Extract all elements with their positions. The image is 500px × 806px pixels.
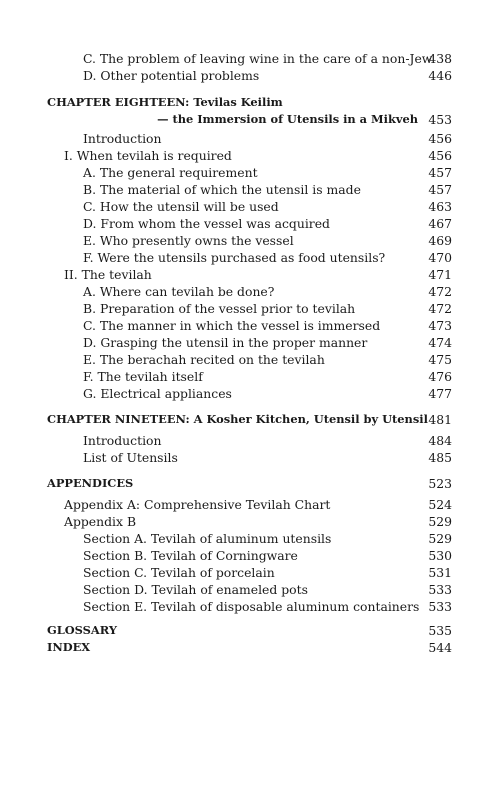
chapter-page: 453 [428,112,452,127]
toc-entry-title: A. Where can tevilah be done? [83,284,275,299]
toc-entry-title: Section D. Tevilah of enameled pots [83,582,308,597]
toc-entry-page: 477 [428,386,452,401]
section-page: 535 [428,623,452,638]
toc-entry [0,147,500,164]
toc-entry-title: D. Other potential problems [83,68,260,83]
section-heading-appendices [0,475,500,492]
toc-entry-page: 471 [428,267,452,282]
toc-entry-page: 472 [428,284,452,299]
toc-entry-page: 524 [428,497,452,512]
toc-entry-page: 473 [428,318,452,333]
chapter-page: 481 [428,412,452,427]
toc-entry [0,449,500,466]
toc-entry [0,496,500,513]
toc-entry-title: C. How the utensil will be used [83,199,279,214]
toc-entry-page: 467 [428,216,452,231]
toc-entry-page: 533 [428,599,452,614]
toc-entry-page: 470 [428,250,452,265]
toc-entry [0,283,500,300]
toc-entry-page: 474 [428,335,452,350]
toc-entry-title: C. The manner in which the vessel is immersed [83,318,381,333]
toc-entry [0,130,500,147]
toc-entry-title: G. Electrical appliances [83,386,232,401]
toc-entry-page: 457 [428,165,452,180]
toc-entry-page: 456 [428,131,452,146]
toc-entry-title: Appendix B [64,514,137,529]
toc-entry [0,547,500,564]
toc-entry-page: 485 [428,450,452,465]
section-title: GLOSSARY [47,623,117,637]
toc-entry-title: B. Preparation of the vessel prior to tevilah [83,301,356,316]
toc-entry [0,50,500,67]
toc-entry [0,385,500,402]
toc-entry-page: 530 [428,548,452,563]
toc-entry-page: 438 [428,51,452,66]
toc-entry [0,317,500,334]
toc-entry-title: F. The tevilah itself [83,369,203,384]
toc-entry-page: 475 [428,352,452,367]
toc-entry-page: 456 [428,148,452,163]
toc-entry [0,164,500,181]
toc-entry [0,198,500,215]
toc-entry-title: Introduction [83,433,162,448]
toc-entry-title: D. Grasping the utensil in the proper manner [83,335,368,350]
toc-entry-title: Introduction [83,131,162,146]
section-heading-glossary [0,622,500,639]
toc-entry [0,300,500,317]
toc-entry-title: Section B. Tevilah of Corningware [83,548,298,563]
toc-entry-title: Section C. Tevilah of porcelain [83,565,275,580]
toc-entry [0,351,500,368]
toc-entry-page: 472 [428,301,452,316]
toc-entry-page: 457 [428,182,452,197]
toc-entry [0,598,500,615]
toc-entry-page: 446 [428,68,452,83]
toc-entry-title: List of Utensils [83,450,178,465]
toc-entry [0,432,500,449]
toc-entry [0,249,500,266]
toc-entry [0,513,500,530]
toc-entry-page: 484 [428,433,452,448]
toc-entry-title: II. The tevilah [64,267,152,282]
section-title: INDEX [47,640,91,654]
toc-entry-title: D. From whom the vessel was acquired [83,216,330,231]
toc-entry [0,215,500,232]
toc-entry-title: I. When tevilah is required [64,148,232,163]
toc-entry-title: Section A. Tevilah of aluminum utensils [83,531,332,546]
toc-entry-title: B. The material of which the utensil is made [83,182,361,197]
toc-entry-page: 463 [428,199,452,214]
chapter-heading [0,94,500,111]
toc-entry [0,581,500,598]
toc-entry-page: 529 [428,514,452,529]
chapter-title: CHAPTER EIGHTEEN: Tevilas Keilim [47,95,283,109]
chapter-heading [0,411,500,428]
toc-entry-title: C. The problem of leaving wine in the care of a non-Jew [83,51,433,66]
toc-entry-page: 476 [428,369,452,384]
section-title: APPENDICES [47,476,134,490]
toc-entry [0,232,500,249]
toc-entry [0,368,500,385]
toc-entry-page: 529 [428,531,452,546]
toc-entry-page: 533 [428,582,452,597]
section-heading-index [0,639,500,656]
toc-entry-page: 531 [428,565,452,580]
toc-entry-title: E. Who presently owns the vessel [83,233,294,248]
section-page: 523 [428,476,452,491]
chapter-subtitle: — the Immersion of Utensils in a Mikveh [157,112,418,126]
toc-entry-page: 469 [428,233,452,248]
section-page: 544 [428,640,452,655]
toc-entry [0,530,500,547]
toc-entry [0,266,500,283]
toc-entry [0,181,500,198]
chapter-heading-continued [0,111,500,128]
toc-entry-title: Appendix A: Comprehensive Tevilah Chart [64,497,331,512]
toc-entry [0,334,500,351]
toc-entry-title: E. The berachah recited on the tevilah [83,352,325,367]
toc-entry [0,67,500,84]
toc-entry-title: Section E. Tevilah of disposable aluminum containers [83,599,420,614]
toc-entry-title: A. The general requirement [83,165,258,180]
toc-entry-title: F. Were the utensils purchased as food utensils? [83,250,386,265]
toc-entry [0,564,500,581]
chapter-title: CHAPTER NINETEEN: A Kosher Kitchen, Utensil by Utensil [47,412,428,426]
